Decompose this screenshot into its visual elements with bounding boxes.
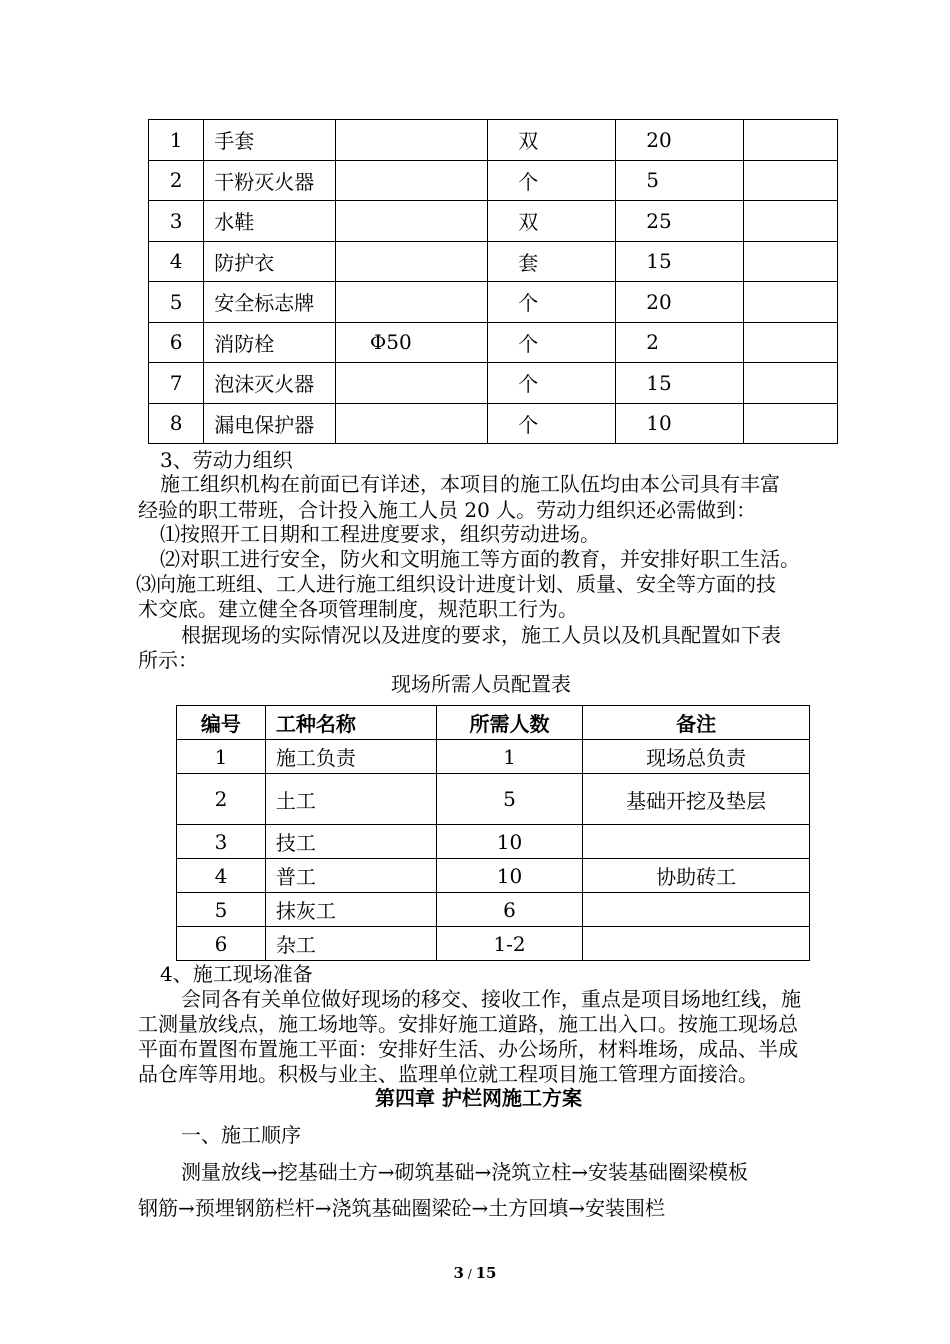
list-item: ⑶向施工班组、工人进行施工组织设计进度计划、质量、安全等方面的技 <box>136 572 776 596</box>
table-cell <box>743 120 837 161</box>
table-cell: 现场总负责 <box>583 740 810 774</box>
section-4-heading: 4、施工现场准备 <box>160 962 313 986</box>
table-cell: 6 <box>149 322 204 363</box>
table-cell: 15 <box>616 363 743 404</box>
table-cell <box>743 363 837 404</box>
table-row <box>149 120 838 161</box>
table-cell <box>743 403 837 444</box>
table-cell <box>743 201 837 242</box>
table-cell: 水鞋 <box>204 201 336 242</box>
paragraph-line: 根据现场的实际情况以及进度的要求，施工人员以及机具配置如下表 <box>181 623 781 647</box>
table-cell: 2 <box>616 322 743 363</box>
table-row <box>149 322 838 363</box>
table-cell: 安全标志牌 <box>204 282 336 323</box>
table-cell: 技工 <box>265 825 436 859</box>
table-cell: 套 <box>488 241 616 282</box>
table-cell: 1 <box>436 740 583 774</box>
table-cell: 1-2 <box>436 927 583 961</box>
table-row <box>149 403 838 444</box>
table-row <box>149 282 838 323</box>
page-footer: 3 / 15 <box>453 1264 497 1282</box>
table-cell: 个 <box>488 403 616 444</box>
list-item: ⑵对职工进行安全，防火和文明施工等方面的教育，并安排好职工生活。 <box>160 547 800 571</box>
table-cell: 普工 <box>265 859 436 893</box>
table-cell: 消防栓 <box>204 322 336 363</box>
paragraph-line: 术交底。建立健全各项管理制度，规范职工行为。 <box>138 597 578 621</box>
staff-header-trade: 工种名称 <box>265 706 436 740</box>
table-cell <box>743 160 837 201</box>
table-cell <box>583 893 810 927</box>
table-cell: 双 <box>488 201 616 242</box>
paragraph-line: 经验的职工带班，合计投入施工人员 20 人。劳动力组织还必需做到： <box>138 498 757 522</box>
paragraph-line: 施工组织机构在前面已有详述，本项目的施工队伍均由本公司具有丰富 <box>160 472 780 496</box>
table-cell: 3 <box>177 825 266 859</box>
table-row <box>177 859 810 893</box>
paragraph-line: 会同各有关单位做好现场的移交、接收工作，重点是项目场地红线，施 <box>181 987 801 1011</box>
page-number: 3 <box>453 1264 464 1282</box>
table-cell <box>335 201 487 242</box>
table-cell: 漏电保护器 <box>204 403 336 444</box>
table-cell: 1 <box>177 740 266 774</box>
table-row <box>177 927 810 961</box>
chapter-title: 第四章 护栏网施工方案 <box>375 1086 582 1110</box>
table-cell <box>583 927 810 961</box>
table-cell: 8 <box>149 403 204 444</box>
table-cell <box>335 363 487 404</box>
table-cell <box>335 241 487 282</box>
list-item: ⑴按照开工日期和工程进度要求，组织劳动进场。 <box>160 522 600 546</box>
table-cell: 10 <box>436 825 583 859</box>
table-cell: 个 <box>488 322 616 363</box>
table-row <box>149 160 838 201</box>
table-cell <box>743 322 837 363</box>
table-cell <box>743 241 837 282</box>
table-cell: 5 <box>616 160 743 201</box>
staff-header-id: 编号 <box>177 706 266 740</box>
table-row <box>149 201 838 242</box>
table-cell: 7 <box>149 363 204 404</box>
table-cell: 20 <box>616 282 743 323</box>
paragraph-line: 平面布置图布置施工平面：安排好生活、办公场所，材料堆场，成品、半成 <box>138 1037 798 1061</box>
table-cell: 土工 <box>265 774 436 825</box>
paragraph-line: 品仓库等用地。积极与业主、监理单位就工程项目施工管理方面接洽。 <box>138 1062 758 1086</box>
table-cell: 10 <box>616 403 743 444</box>
table-cell: 20 <box>616 120 743 161</box>
staff-header-remark: 备注 <box>583 706 810 740</box>
table-row <box>177 893 810 927</box>
table-cell: 5 <box>149 282 204 323</box>
table-row <box>177 825 810 859</box>
table-row <box>177 774 810 825</box>
table-cell: 1 <box>149 120 204 161</box>
table-cell: 防护衣 <box>204 241 336 282</box>
page-total: 15 <box>475 1264 497 1282</box>
table-cell: 个 <box>488 363 616 404</box>
table-cell: 双 <box>488 120 616 161</box>
table-cell: 4 <box>149 241 204 282</box>
paragraph-line: 所示： <box>138 648 198 672</box>
table-cell: 手套 <box>204 120 336 161</box>
table-cell: 施工负责 <box>265 740 436 774</box>
table-row <box>149 363 838 404</box>
table-cell: 5 <box>436 774 583 825</box>
table-cell <box>335 160 487 201</box>
table-cell: 6 <box>177 927 266 961</box>
equipment-table <box>148 119 838 444</box>
table-cell: 25 <box>616 201 743 242</box>
table-cell: 2 <box>177 774 266 825</box>
table-row <box>149 241 838 282</box>
section-3-heading: 3、劳动力组织 <box>160 448 293 472</box>
table-row <box>177 740 810 774</box>
table-cell: 3 <box>149 201 204 242</box>
subsection-title: 一、施工顺序 <box>181 1123 301 1147</box>
staff-table <box>176 705 810 961</box>
table-cell: 个 <box>488 160 616 201</box>
table-cell: 6 <box>436 893 583 927</box>
table-cell: 4 <box>177 859 266 893</box>
table-cell: Φ50 <box>335 322 487 363</box>
table-cell: 5 <box>177 893 266 927</box>
table-cell <box>335 403 487 444</box>
table-cell <box>583 825 810 859</box>
staff-header-count: 所需人数 <box>436 706 583 740</box>
paragraph-line: 工测量放线点，施工场地等。安排好施工道路，施工出入口。按施工现场总 <box>138 1012 798 1036</box>
table-cell: 15 <box>616 241 743 282</box>
table-cell: 干粉灭火器 <box>204 160 336 201</box>
staff-table-title: 现场所需人员配置表 <box>391 672 571 696</box>
table-cell: 个 <box>488 282 616 323</box>
table-cell: 杂工 <box>265 927 436 961</box>
sequence-line: 测量放线→挖基础土方→砌筑基础→浇筑立柱→安装基础圈梁模板 <box>181 1160 749 1184</box>
table-cell <box>335 120 487 161</box>
table-cell: 基础开挖及垫层 <box>583 774 810 825</box>
table-cell <box>335 282 487 323</box>
table-cell: 泡沫灭火器 <box>204 363 336 404</box>
table-cell: 2 <box>149 160 204 201</box>
table-cell: 协助砖工 <box>583 859 810 893</box>
table-cell: 抹灰工 <box>265 893 436 927</box>
sequence-line: 钢筋→预埋钢筋栏杆→浇筑基础圈梁砼→土方回填→安装围栏 <box>138 1196 666 1220</box>
table-cell: 10 <box>436 859 583 893</box>
table-cell <box>743 282 837 323</box>
